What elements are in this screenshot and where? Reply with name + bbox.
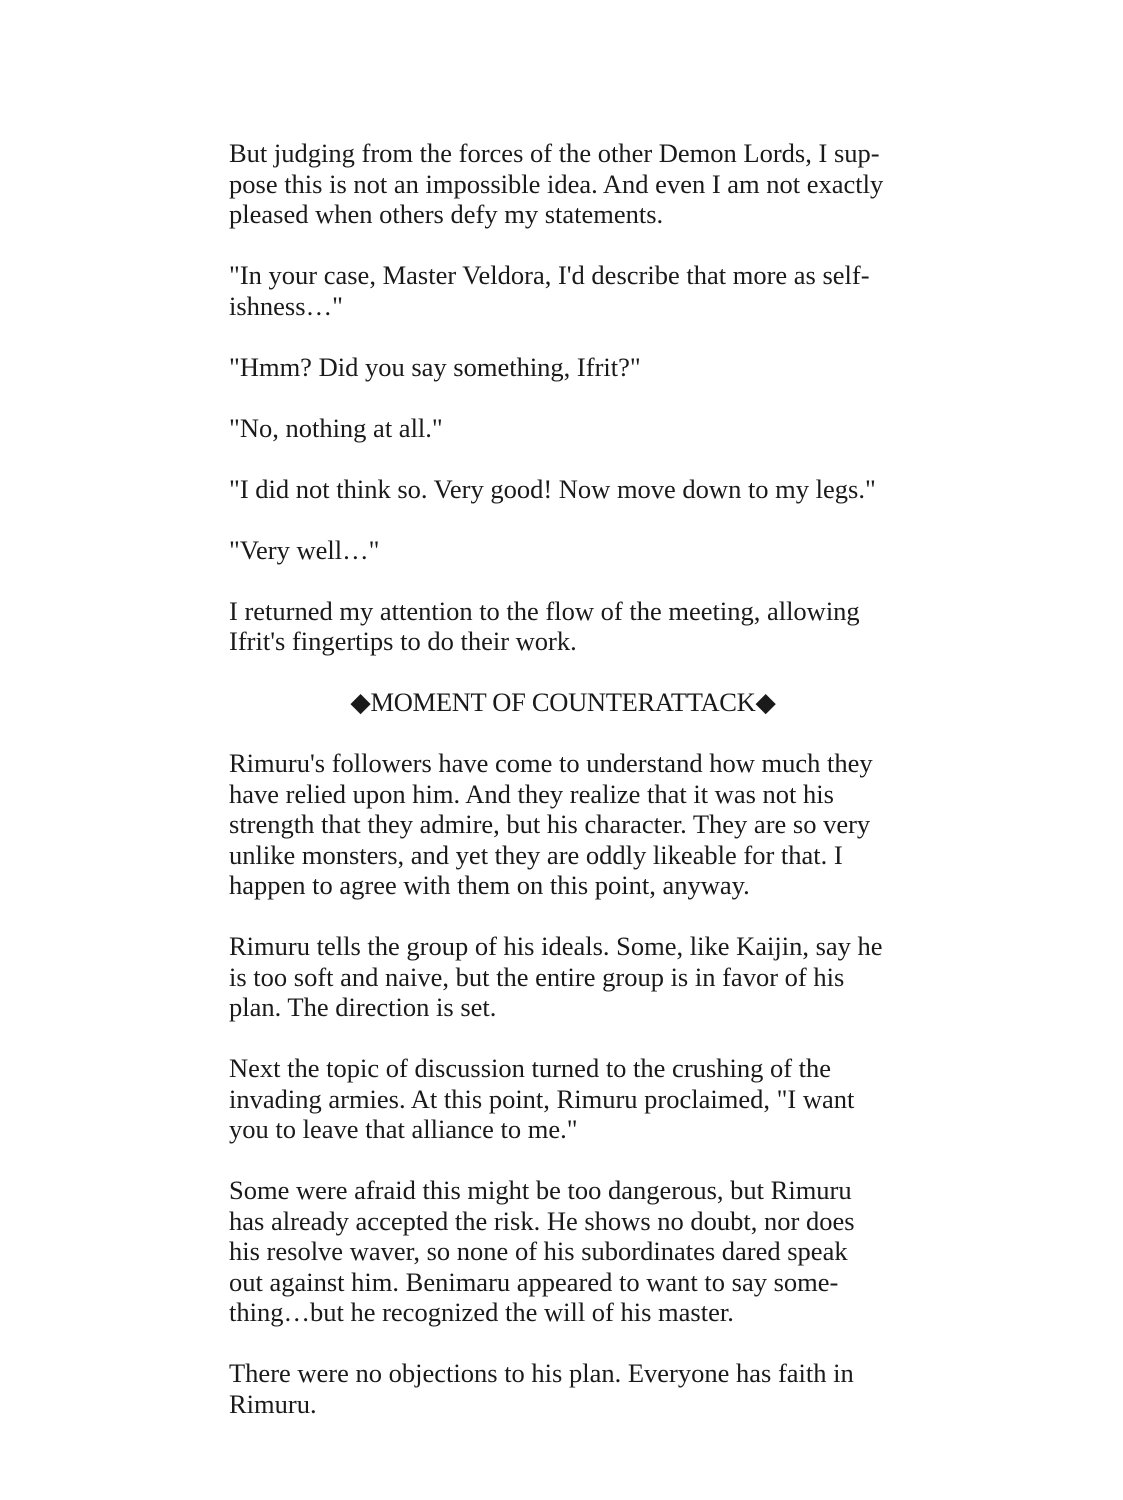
text-line: Ifrit's fingertips to do their work. [229, 626, 577, 656]
text-line: has already accepted the risk. He shows no doubt, nor does [229, 1205, 855, 1236]
text-line: his resolve waver, so none of his subordinates dared speak [229, 1236, 848, 1266]
paragraph-faith [229, 1358, 897, 1419]
paragraph-selfishness [229, 260, 897, 321]
text-line: plan. The direction is set. [229, 992, 497, 1022]
text-line: unlike monsters, and yet they are oddly likeable for that. I [229, 839, 843, 870]
paragraph-hmm [229, 352, 897, 383]
text-line: Rimuru's followers have come to understand how much they [229, 748, 873, 778]
text-line: There were no objections to his plan. Everyone has faith in [229, 1358, 854, 1388]
text-line: out against him. Benimaru appeared to want to say some- [229, 1266, 839, 1297]
text-line: happen to agree with them on this point, anyway. [229, 870, 750, 900]
text-line: you to leave that alliance to me." [229, 1114, 578, 1144]
text-line: Rimuru tells the group of his ideals. Some, like Kaijin, say he [229, 931, 883, 961]
paragraph-fingertips [229, 596, 897, 657]
text-line: have relied upon him. And they realize that it was not his [229, 778, 834, 809]
paragraph-nothing [229, 413, 897, 444]
text-line: "I did not think so. Very good! Now move down to my legs." [229, 473, 876, 504]
text-line: ishness…" [229, 290, 343, 321]
paragraph-legs [229, 474, 897, 505]
paragraph-demon-lords [229, 138, 897, 230]
text-line: But judging from the forces of the other Demon Lords, I sup- [229, 138, 880, 168]
text-line: Next the topic of discussion turned to the crushing of the [229, 1053, 832, 1083]
text-line: "In your case, Master Veldora, I'd describe that more as self- [229, 260, 870, 290]
text-line: strength that they admire, but his character. They are so very [229, 809, 871, 839]
paragraph-followers [229, 748, 897, 901]
text-line: pose this is not an impossible idea. And even I am not exactly [229, 168, 884, 199]
section-heading: ◆MOMENT OF COUNTERATTACK◆ [350, 687, 776, 717]
text-line: "Hmm? Did you say something, Ifrit?" [229, 351, 641, 382]
text-line: pleased when others defy my statements. [229, 199, 664, 229]
document-page [229, 138, 897, 1419]
text-line: Rimuru. [229, 1388, 317, 1419]
text-line: "No, nothing at all." [229, 412, 443, 443]
text-line: "Very well…" [229, 534, 380, 565]
text-line: I returned my attention to the flow of the meeting, allowing [229, 595, 860, 626]
paragraph-risk [229, 1175, 897, 1328]
paragraph-invading-armies [229, 1053, 897, 1145]
paragraph-very-well [229, 535, 897, 566]
text-line: invading armies. At this point, Rimuru proclaimed, "I want [229, 1083, 855, 1114]
text-line: thing…but he recognized the will of his master. [229, 1297, 734, 1327]
paragraph-ideals [229, 931, 897, 1023]
text-line: Some were afraid this might be too dangerous, but Rimuru [229, 1175, 852, 1205]
text-line: is too soft and naive, but the entire group is in favor of his [229, 961, 845, 992]
